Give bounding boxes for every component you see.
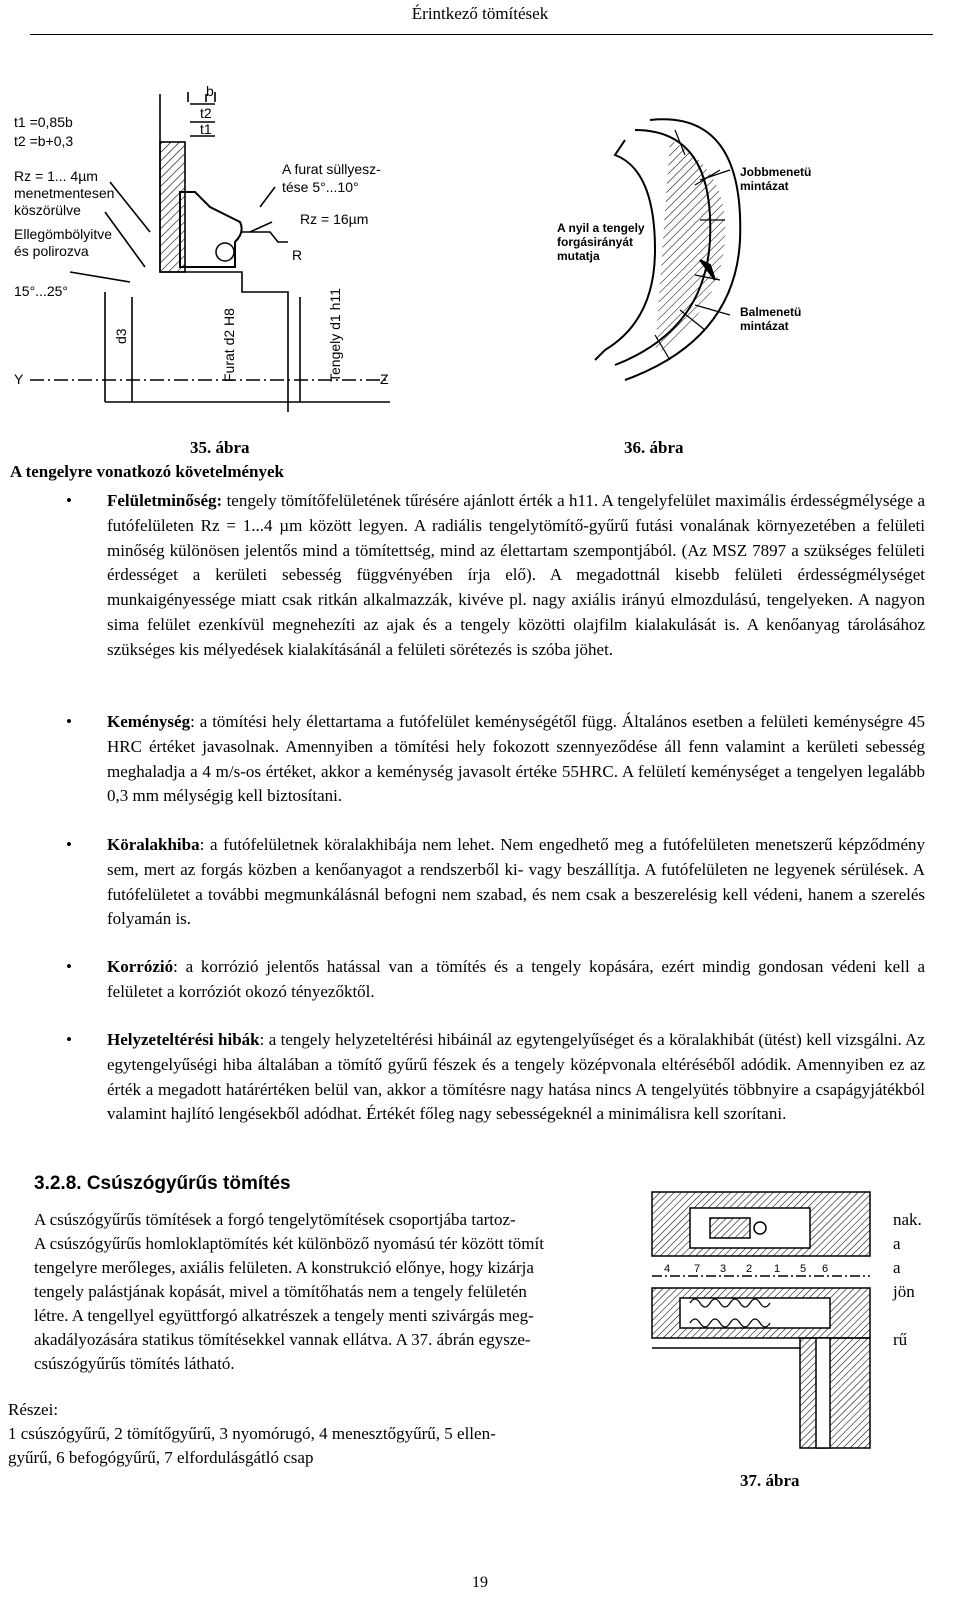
part-number: 5	[800, 1263, 807, 1275]
parts-line-2: gyűrű, 6 befogógyűrű, 7 elfordulásgátló csap	[8, 1448, 314, 1467]
label-z: Z	[380, 371, 389, 387]
part-number: 3	[720, 1263, 727, 1275]
bullet-body: : a korrózió jelentős hatással van a tömítés és a tengely kopására, ezért mindig gondosan védeni kell a felületet a korróziót okozó tényezőktől.	[107, 957, 925, 1001]
text-line: tengely palástjának kopását, mivel a tömítőhatás nem a tengely felületén	[34, 1282, 527, 1301]
bullet-term: Korrózió	[107, 957, 174, 976]
bullet-item-helyzet	[107, 1028, 925, 1127]
text-line: A csúszógyűrűs tömítések a forgó tengelytömítések csoportjába tartoz-	[34, 1210, 516, 1229]
figure-35-drawing	[10, 82, 420, 412]
figure-37-drawing	[650, 1188, 872, 1462]
text-line: csúszógyűrűs tömítés látható.	[34, 1354, 235, 1373]
label-nyil2: forgásirányát	[557, 235, 634, 249]
part-number: 7	[694, 1263, 701, 1275]
label-rz16: Rz = 16µm	[300, 211, 369, 227]
bullet-body: : a tengely helyzeteltérési hibáinál az egytengelyűséget és a köralakhibát (ütést) kell vizsgálni. Az egytengelyűségi hiba általában a tömítő gyűrű fészek és a tengely középvonala eltéréséből adódik. Amennyiben ez az érték a megadott határértéken belül van, akkor a tömítésre nagy hatása nincs A tengelyütés többnyire a csapágyjátékból valamint hajlító lengésekből adódhat. Értékét főleg nagy sebességeknél a minimálisra kell szorítani.	[107, 1030, 925, 1124]
right-fragment: jön	[893, 1282, 915, 1301]
bullet-item-felulet	[107, 489, 925, 663]
label-bal1: Balmenetü	[740, 305, 802, 319]
parts-line-1: 1 csúszógyűrű, 2 tömítőgyűrű, 3 nyomórugó, 4 menesztőgyűrű, 5 ellen-	[8, 1424, 496, 1443]
label-jobb1: Jobbmenetü	[740, 165, 812, 179]
label-nyil3: mutatja	[557, 249, 600, 263]
text-line: létre. A tengellyel együttforgó alkatrészek a tengely menti szivárgás meg-	[34, 1306, 534, 1325]
bullet-dot: •	[66, 1030, 72, 1049]
part-number: 4	[664, 1263, 671, 1275]
bullet-body: : a tömítési hely élettartama a futófelület keménységétől függ. Általános esetben a felületi keménységre 45 HRC értéket javasolnak. Amennyiben a tömítési hely fokozott szennyeződése áll fenn valamint a kerületi sebesség meghaladja a 4 m/s-os értéket, akkor a keménység javasolt értéke 55HRC. A felületí keménységet a tengelyen legalább 0,3 mm mélységig kell biztosítani.	[107, 712, 925, 806]
label-t1: t1	[200, 121, 212, 137]
bullet-dot: •	[66, 712, 72, 731]
text-line: akadályozására statikus tömítésekkel vannak ellátva. A 37. ábrán egysze-	[34, 1330, 531, 1349]
page-header-title: Érintkező tömítések	[411, 4, 549, 23]
right-fragment: nak.	[893, 1210, 922, 1229]
part-number: 1	[774, 1263, 781, 1275]
right-fragment: a	[893, 1234, 901, 1253]
bullet-term: Helyzeteltérési hibák	[107, 1030, 260, 1049]
right-fragment: a	[893, 1258, 901, 1277]
bullet-item-korrozio	[107, 955, 925, 1005]
text-line: tengelyre merőleges, axiális felületen. A konstrukció előnye, hogy kizárja	[34, 1258, 534, 1277]
label-furat2: tése 5°...10°	[282, 179, 359, 195]
figure-37-caption: 37. ábra	[740, 1471, 800, 1490]
bullet-item-koralak	[107, 833, 925, 932]
label-ellen1: Ellegömbölyitve	[14, 226, 113, 242]
header-rule	[30, 34, 933, 35]
bullet-dot: •	[66, 835, 72, 854]
label-t2-eq: t2 =b+0,3	[14, 133, 74, 149]
right-fragment: rű	[893, 1330, 908, 1349]
page-number: 19	[472, 1574, 488, 1591]
label-nyil1: A nyil a tengely	[557, 221, 645, 235]
figure-35-caption: 35. ábra	[190, 438, 250, 457]
label-b: b	[206, 83, 214, 99]
label-menet1: menetmentesen	[14, 185, 115, 201]
bullet-term: Felületminőség:	[107, 491, 223, 510]
text-line: A csúszógyűrűs homloklaptömítés két különböző nyomású tér között tömít	[34, 1234, 544, 1253]
label-menet2: köszörülve	[14, 202, 81, 218]
bullet-term: Köralakhiba	[107, 835, 200, 854]
label-tengely-d1: Tengely d1 h11	[327, 288, 343, 382]
parts-label: Részei:	[8, 1400, 59, 1419]
section-328-title: 3.2.8. Csúszógyűrűs tömítés	[34, 1173, 291, 1194]
figure-36-caption: 36. ábra	[624, 438, 684, 457]
bullet-dot: •	[66, 957, 72, 976]
label-bal2: mintázat	[740, 319, 789, 333]
bullet-dot: •	[66, 491, 72, 510]
label-rz-range: Rz = 1... 4µm	[14, 168, 98, 184]
bullet-body: tengely tömítőfelületének tűrésére ajánlott érték a h11. A tengelyfelület maximális érdességmélysége a futófelületen Rz = 1...4 µm között legyen. A radiális tengelytömítő-gyűrű futási vonalának környezetében a felületi minőség különösen jelentős mind a tömítettség, mind az élettartam szempontjából. (Az MSZ 7897 a szükséges felületi érdességet a kerületi sebesség függvényében írja elő). A megadottnál kisebb felületi érdességmélységet munkaigényessége miatt csak ritkán alkalmazzák, kivéve pl. nagy axiális irányú elmozdulású, tengelyeken. A nagyon sima felület ezenkívül megnehezíti az ajak és a tengely közötti olajfilm kialakulását is. A kenőanyag tárolásához szükséges kis mélyedések kialakításánál a felületi sörétezés is szóba jöhet.	[107, 491, 925, 659]
label-angle: 15°...25°	[14, 283, 69, 299]
part-number: 2	[746, 1263, 753, 1275]
label-t1-eq: t1 =0,85b	[14, 114, 73, 130]
label-t2: t2	[200, 105, 212, 121]
label-d3: d3	[113, 328, 129, 344]
label-y: Y	[14, 371, 24, 387]
label-ellen2: és polirozva	[14, 243, 89, 259]
bullet-body: : a futófelületnek köralakhibája nem lehet. Nem engedhető meg a futófelületen menetszerű képződmény sem, mert az forgás közben a kenőanyagot a rendszerből ki- vagy beszállítja. A futófelületen ne legyenek sérülések. A futófelületet a további megmunkálásnál befogni nem szabad, és nem csak a beszerelésig kell védeni, hanem a szerelés folyamán is.	[107, 835, 925, 929]
bullet-item-kemenyseg	[107, 710, 925, 809]
part-number: 6	[822, 1263, 829, 1275]
bullet-term: Keménység	[107, 712, 191, 731]
section-title: A tengelyre vonatkozó követelmények	[10, 462, 285, 481]
label-r: R	[292, 247, 303, 263]
label-furat1: A furat süllyesz-	[282, 161, 381, 177]
label-furat-d2: Furat d2 H8	[221, 308, 237, 382]
label-jobb2: mintázat	[740, 179, 789, 193]
figure-36-drawing	[545, 110, 925, 400]
